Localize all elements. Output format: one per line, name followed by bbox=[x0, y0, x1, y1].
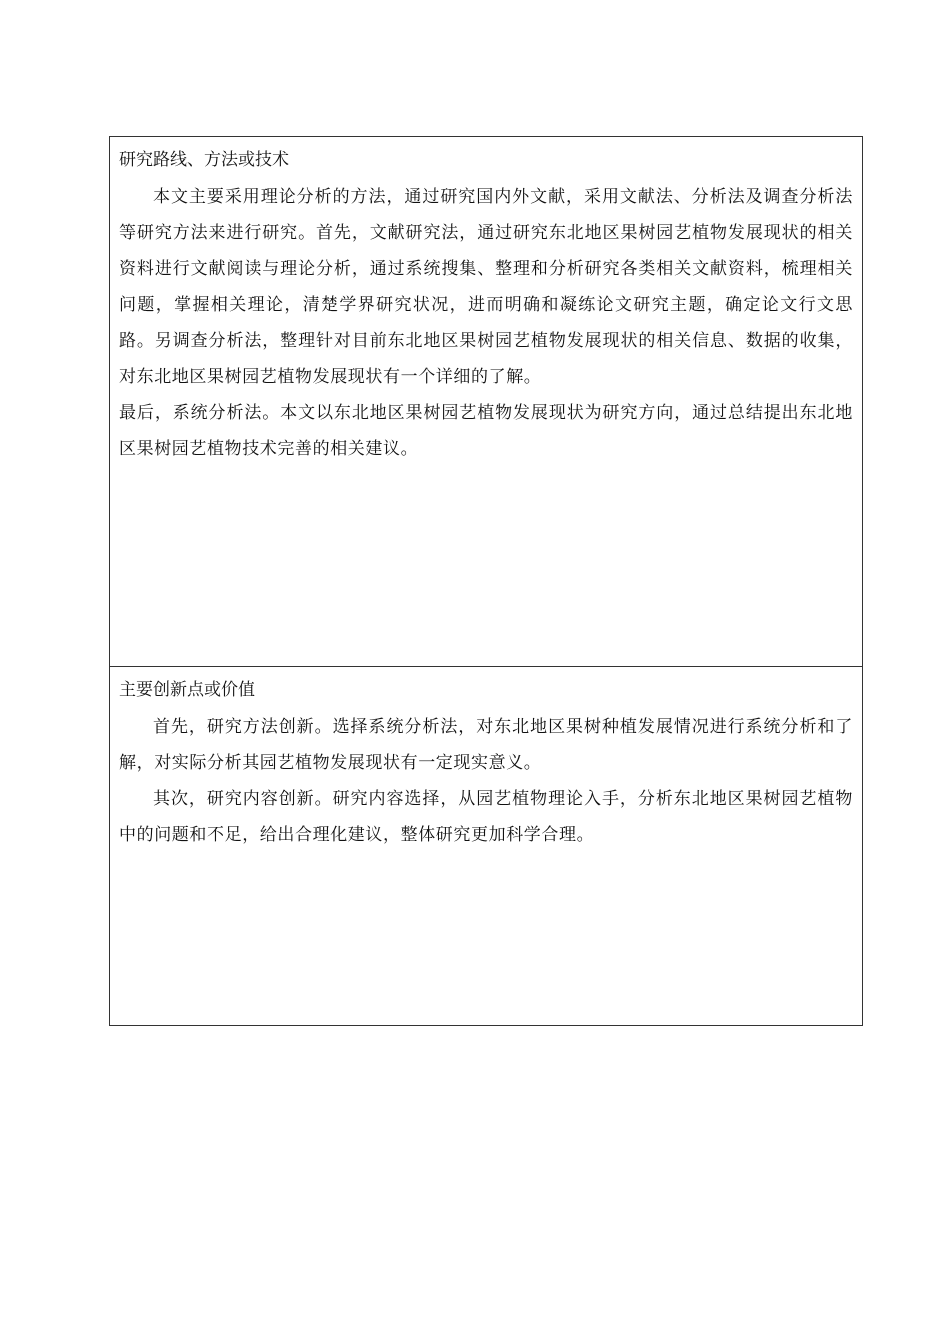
form-table bbox=[109, 136, 863, 1026]
section-title: 研究路线、方法或技术 bbox=[119, 150, 289, 170]
paragraph: 其次，研究内容创新。研究内容选择，从园艺植物理论入手，分析东北地区果树园艺植物中的问题和不足，给出合理化建议，整体研究更加科学合理。 bbox=[119, 789, 853, 845]
section-title: 主要创新点或价值 bbox=[119, 680, 255, 700]
innovation-section bbox=[110, 667, 862, 1025]
research-methods-section bbox=[110, 137, 862, 667]
paragraph: 本文主要采用理论分析的方法，通过研究国内外文献，采用文献法、分析法及调查分析法等研究方法来进行研究。首先，文献研究法，通过研究东北地区果树园艺植物发展现状的相关资料进行文献阅读与理论分析，通过系统搜集、整理和分析研究各类相关文献资料，梳理相关问题，掌握相关理论，清楚学界研究状况，进而明确和凝练论文研究主题，确定论文行文思路。另调查分析法，整理针对目前东北地区果树园艺植物发展现状的相关信息、数据的收集，对东北地区果树园艺植物发展现状有一个详细的了解。 bbox=[119, 187, 853, 387]
paragraph: 最后，系统分析法。本文以东北地区果树园艺植物发展现状为研究方向，通过总结提出东北地区果树园艺植物技术完善的相关建议。 bbox=[119, 403, 853, 459]
paragraph: 首先，研究方法创新。选择系统分析法，对东北地区果树种植发展情况进行系统分析和了解，对实际分析其园艺植物发展现状有一定现实意义。 bbox=[119, 717, 853, 773]
